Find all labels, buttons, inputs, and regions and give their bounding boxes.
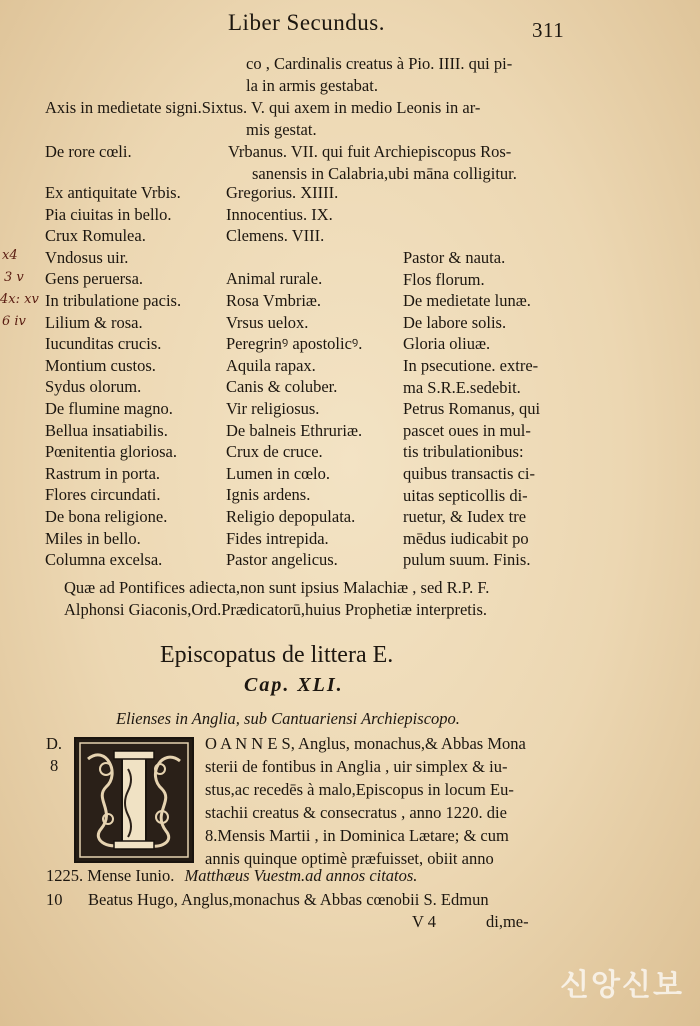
- prophecy-item: mēdus iudicabit po: [403, 528, 529, 548]
- pope-item: [226, 247, 362, 269]
- prophecy-item: Gloria oliuæ.: [403, 334, 491, 354]
- pope-item: De balneis Ethruriæ.: [226, 420, 363, 440]
- prophecy-item: De labore solis.: [403, 312, 507, 332]
- watermark: 신앙신보: [560, 968, 684, 1003]
- entry-line: annis quinque optimè præfuisset, obiit anno: [205, 849, 494, 868]
- entry-line: O A N N E S, Anglus, monachus,& Abbas Mona: [205, 734, 526, 753]
- text-line: mis gestat.: [246, 120, 317, 139]
- prophecy-item: ruetur, & Iudex tre: [403, 507, 527, 527]
- margin-number: 8: [50, 756, 59, 775]
- entry-line: Beatus Hugo, Anglus,monachus & Abbas cœnobii S. Edmun: [88, 890, 489, 909]
- text-line: sanensis in Calabria,ubi māna colligitur.: [252, 164, 517, 183]
- entry-citation: Matthæus Vuestm.ad annos citatos.: [184, 866, 418, 885]
- handwritten-note: 4x: xv: [0, 292, 39, 307]
- motto-item: Pœnitentia gloriosa.: [45, 442, 177, 462]
- prophecy-item: In psecutione. extre-: [403, 355, 539, 375]
- pope-item: Crux de cruce.: [226, 442, 323, 462]
- pope-column: [226, 182, 362, 571]
- text-line: Axis in medietate signi.Sixtus. V. qui axem in medio Leonis in ar-: [45, 98, 481, 117]
- section-title: Episcopatus de littera E.: [160, 642, 394, 668]
- prophecy-item: uitas septicollis di-: [403, 485, 528, 505]
- decorated-initial: [74, 737, 194, 863]
- prophecy-item: ma S.R.E.sedebit.: [403, 377, 521, 397]
- pope-item: Animal rurale.: [226, 269, 323, 289]
- entry-line: 8.Mensis Martii , in Dominica Lætare; & cum: [205, 826, 509, 845]
- entry-number: 10: [46, 890, 63, 909]
- pope-item: Rosa Vmbriæ.: [226, 290, 322, 310]
- page-number: 311: [532, 18, 565, 42]
- entry-line: stachii creatus & consecratus , anno 1220. die: [205, 803, 507, 822]
- motto-item: Iucunditas crucis.: [45, 334, 162, 354]
- pope-item: Aquila rapax.: [226, 355, 316, 375]
- handwritten-note: x4: [2, 248, 18, 263]
- motto-item: Ex antiquitate Vrbis.: [45, 183, 181, 202]
- catchword: di,me-: [486, 912, 529, 931]
- entry-line: stus,ac recedēs à malo,Episcopus in locum Eu-: [205, 780, 514, 799]
- pope-item: Lumen in cœlo.: [226, 463, 331, 483]
- prophecy-item: Pastor & nauta.: [403, 248, 506, 267]
- motto-item: De flumine magno.: [45, 398, 173, 418]
- pope-item: Innocentius. IX.: [226, 204, 333, 224]
- text-line: co , Cardinalis creatus à Pio. IIII. qui pi-: [246, 54, 513, 73]
- motto-item: Miles in bello.: [45, 528, 141, 548]
- chapter-heading: Cap. XLI.: [244, 674, 344, 696]
- pope-item: Canis & coluber.: [226, 377, 338, 397]
- motto-item: In tribulatione pacis.: [45, 290, 182, 310]
- ornament-icon: [76, 739, 192, 861]
- handwritten-note: 3 v: [4, 270, 24, 285]
- motto-item: Crux Romulea.: [45, 226, 146, 246]
- prophecy-item: Petrus Romanus, qui: [403, 399, 541, 419]
- prophecy-item: quibus transactis ci-: [403, 463, 535, 483]
- motto-item: Rastrum in porta.: [45, 463, 161, 483]
- pope-item: Vrsus uelox.: [226, 312, 309, 332]
- pope-item: Peregrinꝰ apostolicꝰ.: [226, 334, 363, 354]
- motto-item: Columna excelsa.: [45, 550, 163, 570]
- prophecy-item: pascet oues in mul-: [403, 420, 531, 440]
- text-line: la in armis gestabat.: [246, 76, 378, 95]
- running-title: Liber Secundus.: [228, 10, 385, 35]
- motto-item: Montium custos.: [45, 355, 156, 375]
- entry-line: [46, 865, 417, 886]
- prophecy-item: pulum suum. Finis.: [403, 550, 531, 570]
- motto-item: Sydus olorum.: [45, 377, 142, 397]
- pope-item: Pastor angelicus.: [226, 550, 338, 570]
- motto-item: Gens peruersa.: [45, 269, 144, 289]
- prophecy-column: [403, 247, 540, 571]
- pope-item: Fides intrepida.: [226, 528, 329, 548]
- motto-item: Flores circundati.: [45, 485, 161, 505]
- prophecy-item: tis tribulationibus:: [403, 442, 524, 462]
- pope-item: Clemens. VIII.: [226, 226, 325, 246]
- motto-item: Lilium & rosa.: [45, 312, 143, 332]
- margin-label: D.: [46, 734, 63, 753]
- entry-line: sterii de fontibus in Anglia , uir simplex & iu-: [205, 757, 508, 776]
- motto-item: De bona religione.: [45, 506, 168, 526]
- pope-item: Vir religiosus.: [226, 398, 320, 418]
- section-subheading: Elienses in Anglia, sub Cantuariensi Archiepiscopo.: [116, 709, 460, 728]
- handwritten-note: 6 iv: [2, 314, 26, 329]
- entry-date: 1225. Mense Iunio.: [46, 866, 175, 885]
- prophecy-item: Flos florum.: [403, 269, 485, 289]
- editorial-note-line: Alphonsi Giaconis,Ord.Prædicatorū,huius Prophetiæ interpretis.: [64, 600, 487, 619]
- pope-item: Ignis ardens.: [226, 485, 311, 505]
- pope-item: Religio depopulata.: [226, 506, 356, 526]
- prophecy-item: De medietate lunæ.: [403, 291, 531, 311]
- motto-text: De rore cœli.: [45, 142, 132, 161]
- text-line: Vrbanus. VII. qui fuit Archiepiscopus Ros-: [228, 142, 512, 161]
- motto-item: Vndosus uir.: [45, 247, 129, 267]
- pope-item: Gregorius. XIIII.: [226, 183, 339, 202]
- motto-item: Bellua insatiabilis.: [45, 420, 168, 440]
- editorial-note-line: Quæ ad Pontifices adiecta,non sunt ipsius Malachiæ , sed R.P. F.: [64, 578, 490, 597]
- motto-column: [45, 182, 181, 571]
- signature-mark: V 4: [412, 912, 436, 931]
- motto-item: Pia ciuitas in bello.: [45, 204, 172, 224]
